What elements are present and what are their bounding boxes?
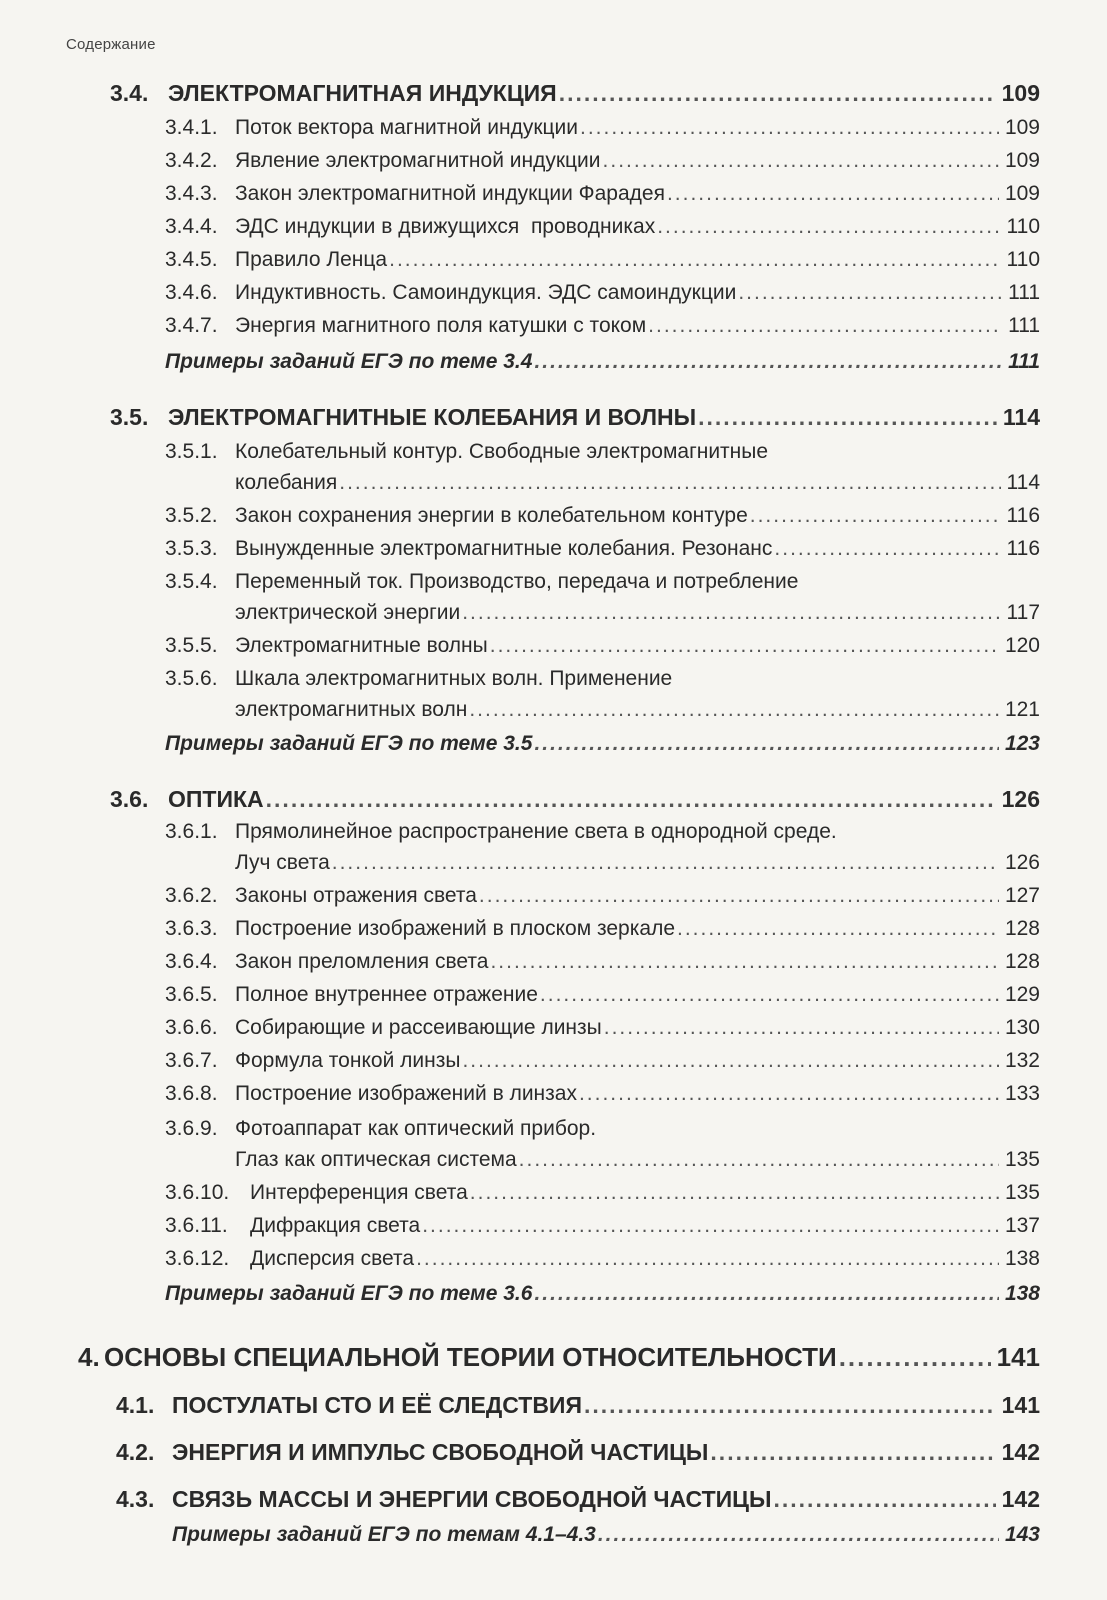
subsection-title: Поток вектора магнитной индукции [235, 116, 578, 139]
toc-subsection-3-4-4[interactable] [165, 215, 1040, 239]
toc-subsection-3-6-1[interactable] [165, 820, 1040, 880]
leader-dots [462, 1049, 999, 1073]
leader-dots [750, 504, 1001, 528]
toc-subsection-3-4-2[interactable] [165, 149, 1040, 173]
examples-title: Примеры заданий ЕГЭ по теме 3.6 [165, 1282, 533, 1305]
leader-dots [774, 537, 1000, 561]
toc-section-3-6[interactable] [110, 786, 1040, 813]
page-number: 110 [1006, 215, 1040, 238]
toc-subsection-3-6-2[interactable] [165, 884, 1040, 908]
page-number: 109 [1004, 116, 1040, 139]
subsection-title: Построение изображений в линзах [235, 1082, 577, 1105]
toc-subsection-3-5-1[interactable] [165, 440, 1040, 500]
chapter-title: ОСНОВЫ СПЕЦИАЛЬНОЙ ТЕОРИИ ОТНОСИТЕЛЬНОСТИ [104, 1342, 837, 1372]
subsection-number: 3.4.7. [165, 314, 218, 337]
toc-subsection-3-6-10[interactable] [165, 1181, 1040, 1205]
examples-title: Примеры заданий ЕГЭ по темам 4.1–4.3 [172, 1523, 596, 1546]
section-title: ОПТИКА [168, 786, 264, 812]
subsection-number: 3.6.9. [165, 1117, 218, 1140]
subsection-title: Построение изображений в плоском зеркале [235, 917, 675, 940]
leader-dots [584, 1392, 996, 1419]
section-title: ЭЛЕКТРОМАГНИТНЫЕ КОЛЕБАНИЯ И ВОЛНЫ [168, 404, 697, 430]
subsection-number: 3.6.7. [165, 1049, 218, 1072]
subsection-number: 3.6.8. [165, 1082, 218, 1105]
subsection-number: 3.4.1. [165, 116, 218, 139]
leader-dots [470, 1181, 999, 1205]
subsection-number: 3.4.2. [165, 149, 218, 172]
toc-subsection-3-5-5[interactable] [165, 634, 1040, 658]
leader-dots [579, 1082, 999, 1106]
subsection-number: 3.4.5. [165, 248, 218, 271]
subsection-title: Индуктивность. Самоиндукция. ЭДС самоиндукции [235, 281, 737, 304]
page-number: 111 [1008, 350, 1040, 373]
toc-subsection-3-4-1[interactable] [165, 116, 1040, 140]
page-number: 114 [1002, 404, 1040, 430]
leader-dots [479, 884, 999, 908]
page-number: 142 [1001, 1439, 1040, 1465]
page-number: 135 [1004, 1181, 1040, 1204]
subsection-number: 3.6.12. [165, 1247, 230, 1270]
leader-dots [839, 1342, 991, 1373]
leader-dots [738, 281, 1002, 305]
subsection-title-line-2: колебания [235, 471, 338, 494]
subsection-title: Энергия магнитного поля катушки с током [235, 314, 647, 337]
subsection-title: Вынужденные электромагнитные колебания. Резонанс [235, 537, 773, 560]
leader-dots [416, 1247, 999, 1271]
subsection-number: 3.5.3. [165, 537, 218, 560]
leader-dots [598, 1523, 999, 1547]
subsection-title: Закон электромагнитной индукции Фарадея [235, 182, 665, 205]
leader-dots [603, 149, 999, 173]
subsection-title-line-2: Глаз как оптическая система [235, 1148, 517, 1171]
page-number: 111 [1008, 314, 1040, 337]
subsection-title-line-1: Колебательный контур. Свободные электромагнитные [235, 440, 769, 463]
section-number: 3.4. [110, 80, 149, 106]
leader-dots [339, 471, 1000, 495]
page-number: 126 [1004, 851, 1040, 874]
leader-dots [580, 116, 999, 140]
subsection-title-line-1: Фотоаппарат как оптический прибор. [235, 1117, 597, 1140]
subsection-number: 3.6.11. [165, 1214, 228, 1237]
subsection-number: 3.5.2. [165, 504, 218, 527]
subsection-title: Закон сохранения энергии в колебательном контуре [235, 504, 748, 527]
subsection-number: 3.6.3. [165, 917, 218, 940]
subsection-number: 3.4.6. [165, 281, 218, 304]
subsection-title: Интерференция света [250, 1181, 468, 1204]
toc-subsection-3-4-3[interactable] [165, 182, 1040, 206]
leader-dots [469, 698, 999, 722]
subsection-title: Дисперсия света [250, 1247, 415, 1270]
toc-exam-examples-3-4[interactable] [165, 350, 1040, 374]
toc-subsection-3-4-6[interactable] [165, 281, 1040, 305]
subsection-title: Явление электромагнитной индукции [235, 149, 601, 172]
subsection-title: Правило Ленца [235, 248, 388, 271]
subsection-title-line-2: электромагнитных волн [235, 698, 468, 721]
leader-dots [677, 917, 999, 941]
leader-dots [648, 314, 1002, 338]
leader-dots [462, 601, 1000, 625]
leader-dots [519, 1148, 999, 1172]
subsection-title-line-1: Переменный ток. Производство, передача и потребление [235, 570, 799, 593]
subsection-number: 3.5.6. [165, 667, 218, 690]
subsection-title-line-1: Прямолинейное распространение света в однородной среде. [235, 820, 837, 843]
leader-dots [540, 983, 999, 1007]
leader-dots [332, 851, 999, 875]
page-number: 138 [1004, 1282, 1040, 1305]
toc-subsection-3-5-2[interactable] [165, 504, 1040, 528]
subsection-number: 3.6.4. [165, 950, 218, 973]
page-number: 116 [1006, 537, 1040, 560]
toc-subsection-3-6-3[interactable] [165, 917, 1040, 941]
subsection-number: 3.6.2. [165, 884, 218, 907]
subsection-number: 3.5.4. [165, 570, 218, 593]
leader-dots [710, 1439, 995, 1466]
toc-section-4-1[interactable] [116, 1392, 1040, 1419]
section-number: 3.6. [110, 786, 149, 812]
toc-section-4-2[interactable] [116, 1439, 1040, 1466]
toc-subsection-3-4-7[interactable] [165, 314, 1040, 338]
subsection-title: Формула тонкой линзы [235, 1049, 461, 1072]
section-number: 4.1. [116, 1392, 155, 1418]
leader-dots [559, 80, 996, 107]
toc-chapter-4[interactable] [78, 1342, 1040, 1373]
page-number: 109 [1004, 149, 1040, 172]
examples-title: Примеры заданий ЕГЭ по теме 3.4 [165, 350, 533, 373]
page-number: 132 [1004, 1049, 1040, 1072]
toc-subsection-3-5-4[interactable] [165, 570, 1040, 630]
section-title: ПОСТУЛАТЫ СТО И ЕЁ СЛЕДСТВИЯ [172, 1392, 582, 1418]
section-number: 4.3. [116, 1486, 155, 1512]
subsection-title: Закон преломления света [235, 950, 489, 973]
toc-subsection-3-6-11[interactable] [165, 1214, 1040, 1238]
page-number: 123 [1004, 732, 1040, 755]
chapter-number: 4. [78, 1342, 100, 1372]
leader-dots [534, 350, 1002, 374]
section-number: 4.2. [116, 1439, 155, 1465]
leader-dots [266, 786, 996, 813]
toc-section-4-3[interactable] [116, 1486, 1040, 1513]
running-header: Содержание [66, 36, 156, 53]
toc-subsection-3-6-6[interactable] [165, 1016, 1040, 1040]
toc-exam-examples-4[interactable] [172, 1523, 1040, 1547]
subsection-number: 3.6.5. [165, 983, 218, 1006]
subsection-title: Дифракция света [250, 1214, 421, 1237]
subsection-number: 3.5.1. [165, 440, 218, 463]
page-number: 128 [1004, 917, 1040, 940]
toc-section-3-5[interactable] [110, 404, 1040, 431]
leader-dots [667, 182, 999, 206]
page-number: 141 [996, 1342, 1040, 1372]
leader-dots [534, 732, 999, 756]
page-number: 127 [1004, 884, 1040, 907]
leader-dots [604, 1016, 999, 1040]
subsection-number: 3.6.1. [165, 820, 218, 843]
subsection-number: 3.4.3. [165, 182, 218, 205]
page-number: 138 [1004, 1247, 1040, 1270]
subsection-title: Полное внутреннее отражение [235, 983, 538, 1006]
page-number: 130 [1004, 1016, 1040, 1039]
subsection-title: Собирающие и рассеивающие линзы [235, 1016, 602, 1039]
section-title: ЭЛЕКТРОМАГНИТНАЯ ИНДУКЦИЯ [168, 80, 557, 106]
toc-exam-examples-3-6[interactable] [165, 1282, 1040, 1306]
page-number: 111 [1008, 281, 1040, 304]
subsection-title: ЭДС индукции в движущихся проводниках [235, 215, 656, 238]
leader-dots [657, 215, 1000, 239]
subsection-title: Электромагнитные волны [235, 634, 488, 657]
page-number: 109 [1004, 182, 1040, 205]
section-title: ЭНЕРГИЯ И ИМПУЛЬС СВОБОДНОЙ ЧАСТИЦЫ [172, 1439, 709, 1465]
toc-subsection-3-5-6[interactable] [165, 667, 1040, 727]
subsection-number: 3.6.6. [165, 1016, 218, 1039]
toc-subsection-3-6-4[interactable] [165, 950, 1040, 974]
examples-title: Примеры заданий ЕГЭ по теме 3.5 [165, 732, 533, 755]
subsection-number: 3.6.10. [165, 1181, 230, 1204]
page-number: 142 [1001, 1486, 1040, 1512]
leader-dots [422, 1214, 999, 1238]
toc-subsection-3-6-5[interactable] [165, 983, 1040, 1007]
leader-dots [490, 950, 998, 974]
page-number: 121 [1004, 698, 1040, 721]
page-number: 120 [1004, 634, 1040, 657]
page-number: 133 [1004, 1082, 1040, 1105]
subsection-title-line-2: Луч света [235, 851, 330, 874]
page-number: 129 [1004, 983, 1040, 1006]
page-number: 137 [1004, 1214, 1040, 1237]
leader-dots [534, 1282, 999, 1306]
page-number: 135 [1004, 1148, 1040, 1171]
page-number: 143 [1004, 1523, 1040, 1546]
toc-subsection-3-6-7[interactable] [165, 1049, 1040, 1073]
subsection-number: 3.4.4. [165, 215, 218, 238]
page-number: 116 [1006, 504, 1040, 527]
subsection-number: 3.5.5. [165, 634, 218, 657]
section-title: СВЯЗЬ МАССЫ И ЭНЕРГИИ СВОБОДНОЙ ЧАСТИЦЫ [172, 1486, 772, 1512]
subsection-title-line-1: Шкала электромагнитных волн. Применение [235, 667, 673, 690]
page-number: 141 [1001, 1392, 1040, 1418]
section-number: 3.5. [110, 404, 149, 430]
subsection-title: Законы отражения света [235, 884, 477, 907]
subsection-title-line-2: электрической энергии [235, 601, 461, 624]
page-number: 128 [1004, 950, 1040, 973]
leader-dots [490, 634, 999, 658]
page-number: 110 [1006, 248, 1040, 271]
page-number: 114 [1006, 471, 1040, 494]
toc-exam-examples-3-5[interactable] [165, 732, 1040, 756]
toc-subsection-3-6-9[interactable] [165, 1117, 1040, 1177]
leader-dots [698, 404, 997, 431]
toc-section-3-4[interactable] [110, 80, 1040, 107]
leader-dots [774, 1486, 996, 1513]
leader-dots [389, 248, 1000, 272]
toc-subsection-3-6-12[interactable] [165, 1247, 1040, 1271]
page-number: 109 [1001, 80, 1040, 106]
page-number: 126 [1001, 786, 1040, 812]
toc-subsection-3-6-8[interactable] [165, 1082, 1040, 1106]
toc-subsection-3-4-5[interactable] [165, 248, 1040, 272]
toc-subsection-3-5-3[interactable] [165, 537, 1040, 561]
page-number: 117 [1006, 601, 1040, 624]
